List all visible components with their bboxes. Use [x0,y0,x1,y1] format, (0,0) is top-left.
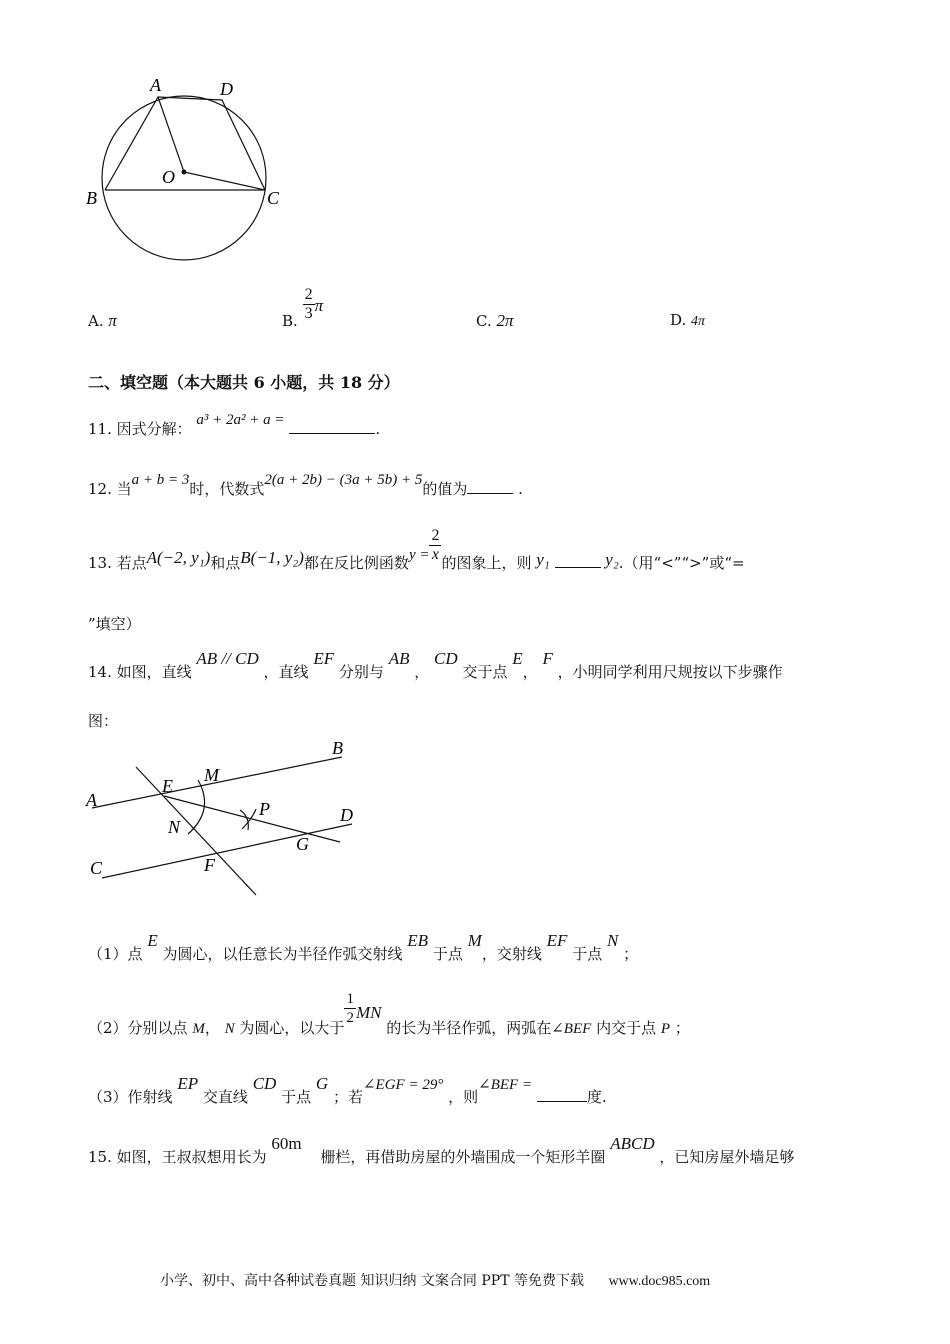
question-12: 12. 当a + b = 3时，代数式2(a + 2b) − (3a + 5b) + 5的值为 . [88,472,523,498]
question-15: 15. 如图，王叔叔想用长为 60m 栅栏，再借助房屋的外墙围成一个矩形羊圈 ABCD ，已知房屋外墙足够 [88,1134,795,1166]
option-d: D. 4π [670,311,706,329]
label-A: A [86,790,97,810]
ray-EP [164,796,340,842]
question-13-line2: ”填空） [88,615,141,633]
footer-text: 小学、初中、高中各种试卷真题 知识归纳 文案合同 PPT 等免费下载 [160,1273,584,1289]
center-dot [182,170,187,175]
line-CD [102,824,352,878]
label-N: N [168,817,181,837]
label-A: A [150,75,161,95]
label-F: F [204,855,215,875]
step-2: （2）分别以点 M， N 为圆心，以大于 $\frac{1}{2}$ MN 的长为半径作弧，两弧在∠BEF 内交于点 P ； [88,991,690,1037]
question-11: 11. 因式分解： a³ + 2a² + a = . [88,412,381,438]
question-14-line2: 图： [88,712,119,730]
label-E: E [162,776,173,796]
footer-url[interactable]: www.doc985.com [608,1274,711,1289]
label-D: D [220,79,233,99]
step-1: （1）点 E 为圆心，以任意长为半径作弧交射线 EB 于点 M，交射线 EF 于点 N ； [88,931,639,963]
circle-outline [102,96,266,260]
option-a: A. π [88,311,117,330]
label-G: G [296,834,309,854]
label-C: C [90,858,103,878]
question-13: 13. 若点A(−2, y₁)和点B(−1, y₂)都在反比例函数y = $\frac{2}{x}$ 的图象上，则 y₁ y₂.（用“<”“>”或“= [88,527,745,572]
section-title: 二、填空题（本大题共 6 小题，共 18 分） [88,373,400,392]
question-14: 14. 如图，直线 AB // CD ，直线 EF 分别与 AB ， CD 交于点 E， F ，小明同学利用尺规按以下步骤作 [88,649,783,681]
label-D: D [340,805,353,825]
step-3: （3）作射线 EP 交直线 CD 于点 G ；若∠EGF = 29° ，则∠BEF = 度. [88,1074,607,1106]
option-b: B. $\frac{2}{3}$ π [282,286,324,330]
label-B: B [332,738,343,758]
chord-lines [105,97,265,190]
label-O: O [162,167,175,187]
parallel-lines-figure [80,735,380,905]
label-M: M [204,765,219,785]
option-c: C. 2π [476,311,514,330]
label-P: P [259,799,270,819]
footer [160,1270,710,1290]
circle-figure [80,70,300,270]
label-C: C [267,188,280,208]
label-B: B [86,188,97,208]
